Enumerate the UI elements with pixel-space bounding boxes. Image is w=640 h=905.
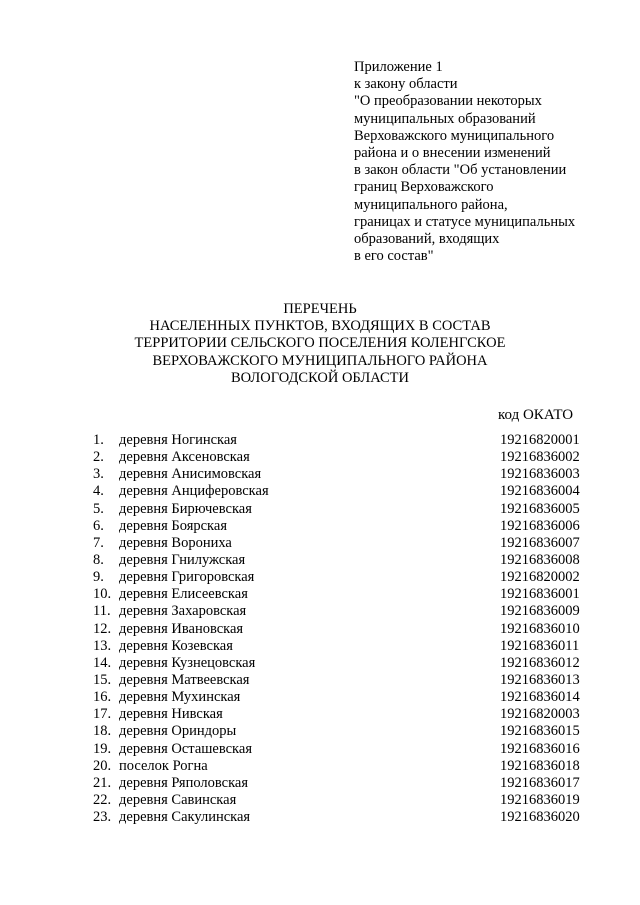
list-item-number: 16. bbox=[93, 689, 112, 706]
okato-code: 19216820003 bbox=[500, 706, 580, 723]
okato-code: 19216836010 bbox=[500, 620, 580, 637]
okato-code: 19216836008 bbox=[500, 551, 580, 568]
list-item-number: 7. bbox=[93, 534, 104, 551]
settlement-name: деревня Григоровская bbox=[119, 569, 255, 586]
list-item-number: 12. bbox=[93, 620, 112, 637]
okato-code: 19216836015 bbox=[500, 723, 580, 740]
settlement-name: деревня Анисимовская bbox=[119, 466, 262, 483]
settlement-name: деревня Нивская bbox=[119, 706, 223, 723]
okato-code: 19216836017 bbox=[500, 774, 580, 791]
settlement-name: деревня Ряполовская bbox=[119, 774, 249, 791]
appendix-line: Верховажского муниципального bbox=[354, 127, 555, 144]
list-item bbox=[93, 432, 593, 449]
okato-code: 19216836003 bbox=[500, 466, 580, 483]
okato-code: 19216836002 bbox=[500, 449, 580, 466]
title-line: НАСЕЛЕННЫХ ПУНКТОВ, ВХОДЯЩИХ В СОСТАВ bbox=[149, 318, 491, 335]
list-item bbox=[93, 775, 593, 792]
list-item-number: 17. bbox=[93, 706, 112, 723]
okato-code: 19216836001 bbox=[500, 586, 580, 603]
list-item-number: 22. bbox=[93, 791, 112, 808]
document-title bbox=[0, 301, 640, 387]
list-item bbox=[93, 706, 593, 723]
list-item bbox=[93, 552, 593, 569]
settlement-name: деревня Захаровская bbox=[119, 603, 247, 620]
okato-code: 19216820001 bbox=[500, 432, 580, 448]
settlement-name: деревня Ивановская bbox=[119, 620, 244, 637]
settlement-name: деревня Боярская bbox=[119, 517, 227, 534]
okato-code: 19216836013 bbox=[500, 671, 580, 688]
okato-code: 19216836020 bbox=[500, 809, 580, 826]
settlement-name: деревня Сакулинская bbox=[119, 809, 251, 826]
list-item-number: 6. bbox=[93, 517, 104, 534]
okato-code: 19216836009 bbox=[500, 603, 580, 620]
okato-code: 19216836014 bbox=[500, 689, 580, 706]
settlement-name: деревня Матвеевская bbox=[119, 671, 250, 688]
appendix-line: в закон области "Об установлении bbox=[354, 162, 567, 179]
settlement-name: деревня Козевская bbox=[119, 637, 233, 654]
okato-code: 19216836012 bbox=[500, 654, 580, 671]
okato-code: 19216836016 bbox=[500, 740, 580, 757]
okato-code: 19216836018 bbox=[500, 757, 580, 774]
okato-code: 19216836004 bbox=[500, 483, 580, 500]
settlement-name: поселок Рогна bbox=[119, 757, 208, 774]
list-item bbox=[93, 466, 593, 483]
list-item-number: 2. bbox=[93, 449, 104, 466]
list-item-number: 1. bbox=[93, 432, 104, 448]
list-item-number: 18. bbox=[93, 723, 112, 740]
okato-column-header: код ОКАТО bbox=[498, 407, 574, 423]
list-item bbox=[93, 723, 593, 740]
settlement-name: деревня Ориндоры bbox=[119, 723, 237, 740]
list-item-number: 23. bbox=[93, 809, 112, 826]
list-item bbox=[93, 621, 593, 638]
list-item-number: 21. bbox=[93, 774, 112, 791]
appendix-line: района и о внесении изменений bbox=[354, 145, 551, 162]
list-item bbox=[93, 449, 593, 466]
list-item-number: 9. bbox=[93, 569, 104, 586]
list-item bbox=[93, 792, 593, 809]
appendix-line: границ Верховажского bbox=[354, 179, 494, 196]
list-item-number: 13. bbox=[93, 637, 112, 654]
settlement-name: деревня Ворониха bbox=[119, 534, 232, 551]
settlement-name: деревня Кузнецовская bbox=[119, 654, 256, 671]
list-item-number: 10. bbox=[93, 586, 112, 603]
list-item-number: 14. bbox=[93, 654, 112, 671]
list-item bbox=[93, 655, 593, 672]
list-item-number: 19. bbox=[93, 740, 112, 757]
okato-code: 19216820002 bbox=[500, 569, 580, 586]
list-item-number: 4. bbox=[93, 483, 104, 500]
list-item bbox=[93, 672, 593, 689]
list-item bbox=[93, 741, 593, 758]
settlement-name: деревня Мухинская bbox=[119, 689, 241, 706]
appendix-line: муниципального района, bbox=[354, 196, 508, 213]
appendix-line: "О преобразовании некоторых bbox=[354, 93, 542, 110]
list-item bbox=[93, 569, 593, 586]
list-item-number: 3. bbox=[93, 466, 104, 483]
list-item-number: 11. bbox=[93, 603, 111, 620]
appendix-line: образований, входящих bbox=[354, 231, 500, 248]
okato-code: 19216836019 bbox=[500, 791, 580, 808]
okato-code: 19216836005 bbox=[500, 500, 580, 517]
list-item bbox=[93, 638, 593, 655]
list-item bbox=[93, 501, 593, 518]
list-item-number: 15. bbox=[93, 671, 112, 688]
list-item-number: 5. bbox=[93, 500, 104, 517]
settlement-list bbox=[93, 432, 593, 826]
title-line: ВОЛОГОДСКОЙ ОБЛАСТИ bbox=[231, 369, 409, 386]
appendix-line: в его состав" bbox=[354, 248, 434, 265]
settlement-name: деревня Бирючевская bbox=[119, 500, 252, 517]
list-item bbox=[93, 758, 593, 775]
appendix-line: к закону области bbox=[354, 76, 458, 93]
appendix-note bbox=[354, 59, 624, 265]
list-item bbox=[93, 809, 593, 826]
okato-code: 19216836011 bbox=[500, 637, 580, 654]
settlement-name: деревня Ногинская bbox=[119, 432, 237, 448]
settlement-name: деревня Осташевская bbox=[119, 740, 252, 757]
okato-code: 19216836007 bbox=[500, 534, 580, 551]
settlement-name: деревня Анциферовская bbox=[119, 483, 269, 500]
title-line: ПЕРЕЧЕНЬ bbox=[283, 301, 357, 317]
list-item bbox=[93, 586, 593, 603]
list-item bbox=[93, 689, 593, 706]
title-line: ТЕРРИТОРИИ СЕЛЬСКОГО ПОСЕЛЕНИЯ КОЛЕНГСКОЕ bbox=[134, 335, 506, 352]
appendix-line: Приложение 1 bbox=[354, 59, 443, 75]
okato-code: 19216836006 bbox=[500, 517, 580, 534]
list-item-number: 20. bbox=[93, 757, 112, 774]
title-line: ВЕРХОВАЖСКОГО МУНИЦИПАЛЬНОГО РАЙОНА bbox=[152, 352, 488, 369]
list-item bbox=[93, 535, 593, 552]
settlement-name: деревня Савинская bbox=[119, 791, 237, 808]
appendix-line: муниципальных образований bbox=[354, 110, 536, 127]
settlement-name: деревня Гнилужская bbox=[119, 551, 246, 568]
appendix-line: границах и статусе муниципальных bbox=[354, 213, 576, 230]
settlement-name: деревня Аксеновская bbox=[119, 449, 250, 466]
settlement-name: деревня Елисеевская bbox=[119, 586, 248, 603]
list-item-number: 8. bbox=[93, 551, 104, 568]
list-item bbox=[93, 518, 593, 535]
list-item bbox=[93, 483, 593, 500]
list-item bbox=[93, 603, 593, 620]
